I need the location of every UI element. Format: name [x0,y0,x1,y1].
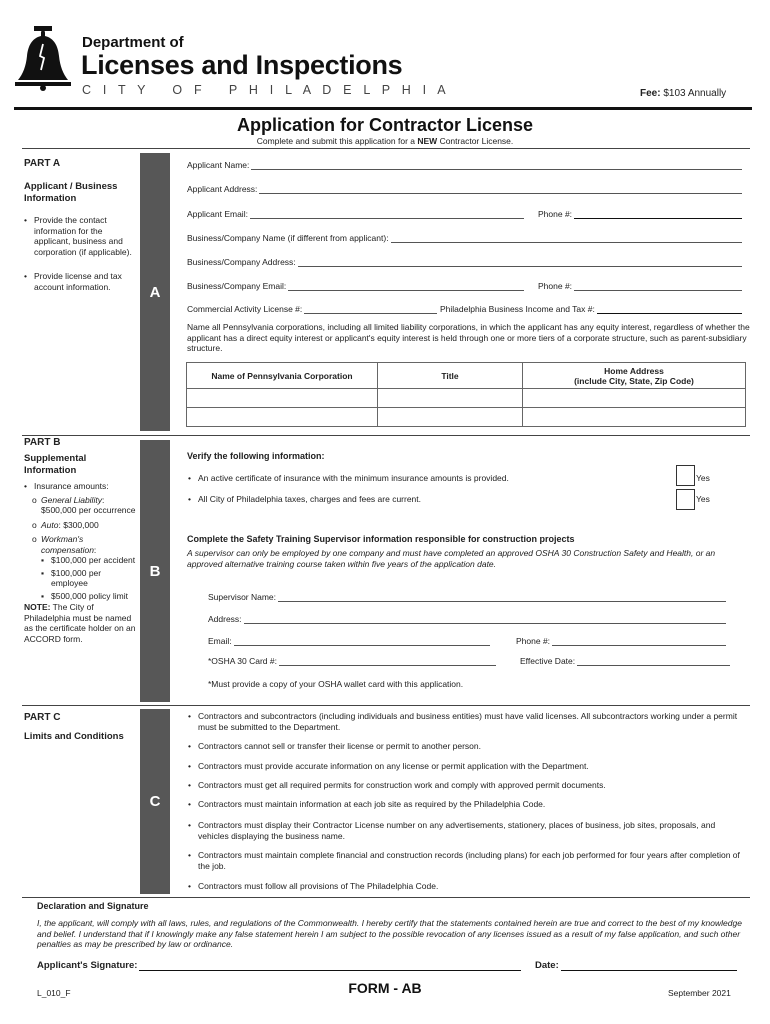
wc-item: o Workman's compensation: [32,534,97,555]
partB-heading: Supplemental Information [24,453,87,476]
corporation-table [186,362,746,427]
wc-subitem: ▪ $100,000 per employee [41,567,102,588]
fee-label: Fee: [640,88,661,99]
rule-top-partB [22,435,750,436]
fee-value: $103 Annually [663,88,727,99]
yes-label: Yes [696,494,710,504]
partC-left [24,712,136,743]
gl-value: : $500,000 per occurrence [41,494,136,515]
wc-subitem: ▪ $100,000 per accident [41,555,136,565]
form-date: September 2021 [668,988,731,998]
auto-value: : $300,000 [58,519,99,530]
phila-tax-field[interactable]: Philadelphia Business Income and Tax #: [440,304,742,314]
table-row[interactable] [187,389,746,408]
partC-heading: Limits and Conditions [24,731,124,742]
condition-item: • Contractors must get all required permits for construction work and comply with approved permit documents. [188,780,748,791]
subtitle-pre: Complete and submit this application for a [256,136,418,146]
partC-label: PART C [24,712,61,723]
wc-subitem: ▪ $500,000 policy limit [41,590,129,601]
condition-item: • Contractors and subcontractors (including individuals and business entities) must have valid licenses. All subcontractors working under a permit must be submitted to the Department. [188,711,748,732]
supervisor-address-field[interactable]: Address: [208,614,726,624]
header-rule [14,107,752,110]
insurance-list [24,495,136,602]
applicant-email-field[interactable]: Applicant Email: [187,209,524,219]
table-header: Name of Pennsylvania Corporation [187,363,378,389]
gl-label: General Liability [41,494,102,505]
note-label: NOTE: [24,602,51,612]
supervisor-email-field[interactable]: Email: [208,636,490,646]
partB-bar: B [140,440,170,702]
rule-top-partA [22,148,750,149]
table-header-sub: (include City, State, Zip Code) [574,375,694,386]
declaration-text: I, the applicant, will comply with all laws, rules, and regulations of the Commonwealth. I hereby certify that the statements contained herein are true and correct to the best of my knowledge and belief. I understand that if I knowingly make any false statement herein I am subject to the possible revocation of any licenses issued as a result of my false application, and such other penalties as may be prescribed by law or ordinance. [37,918,742,949]
wc-sublist [32,555,136,601]
department-line3: C I T Y O F P H I L A D E L P H I A [82,83,450,97]
liberty-bell-logo [12,26,74,92]
safety-heading: Complete the Safety Training Supervisor information responsible for construction projects [187,534,575,544]
auto-label: Auto [41,519,59,530]
partA-heading: Applicant / Business Information [24,181,118,204]
form-subtitle [0,136,770,146]
safety-note: A supervisor can only be employed by one company and must have completed an approved OSHA 30 Construction Safety and Health, or an approved alternative training course taken within five years of the application date. [187,548,716,569]
supervisor-name-field[interactable]: Supervisor Name: [208,592,726,602]
business-name-field[interactable]: Business/Company Name (if different from applicant): [187,233,742,243]
condition-item: • Contractors cannot sell or transfer their license or permit to another person. [188,741,748,752]
gl-item: o General Liability: $500,000 per occurrence [32,494,136,515]
condition-item: • Contractors must display their Contractor License number on any advertisements, stationery, places of business, job sites, proposals, and vehicles displaying the business name. [188,820,748,841]
business-address-field[interactable]: Business/Company Address: [187,257,742,267]
subtitle-bold: NEW [417,136,438,146]
partA-bar: A [140,153,170,431]
partA-bullet: • Provide the contact information for the applicant, business and corporation (if applicable). [24,215,136,257]
partA-bullet: • Provide license and tax account information. [24,271,136,292]
commercial-license-field[interactable]: Commercial Activity License #: [187,304,437,314]
table-header-address [523,363,746,389]
table-header: Home Address [604,365,664,376]
effective-date-field[interactable]: Effective Date: [520,656,730,666]
form-title: Application for Contractor License [236,115,534,135]
rule-top-declaration [22,897,750,898]
declaration-heading: Declaration and Signature [37,901,149,911]
condition-item: • Contractors must follow all provisions of The Philadelphia Code. [188,881,748,892]
form-code: L_010_F [37,988,71,998]
phone-field-1[interactable]: Phone #: [538,209,742,219]
partA-label: PART A [24,158,61,169]
auto-item: o Auto: $300,000 [32,519,99,530]
applicant-address-field[interactable]: Applicant Address: [187,184,742,194]
signature-field[interactable]: Applicant's Signature: [37,960,521,971]
verify-item: • All City of Philadelphia taxes, charges and fees are current. [188,494,421,505]
yes-label: Yes [696,473,710,483]
partB-label: PART B [24,437,61,448]
rule-top-partC [22,705,750,706]
note-text: The City of Philadelphia must be named as the certificate holder on an ACCORD form. [24,602,136,644]
verify-heading: Verify the following information: [187,451,325,461]
fee [640,88,726,99]
corp-note: Name all Pennsylvania corporations, including all limited liability corporations, in which the applicant has any equity interest, regardless of whether the applicant has a direct equity interest or applicant's equity interest is held through one or more tiers of a corporate structure, such as parent-subsidiary structure. [187,322,750,353]
condition-item: • Contractors must maintain information at each job site as required by the Philadelphia Code. [188,799,748,810]
partB-left [24,437,136,644]
phone-field-2[interactable]: Phone #: [538,281,742,291]
osha-note: *Must provide a copy of your OSHA wallet card with this application. [208,679,464,689]
applicant-name-field[interactable]: Applicant Name: [187,160,742,170]
insurance-checkbox[interactable] [676,465,695,486]
condition-item: • Contractors must provide accurate information on any license or permit application with the Department. [188,761,748,772]
partA-left [24,158,136,292]
department-line2: Licenses and Inspections [81,50,403,80]
business-email-field[interactable]: Business/Company Email: [187,281,524,291]
partC-bar: C [140,709,170,894]
subtitle-post: Contractor License. [437,136,514,146]
partB-note [24,602,136,644]
department-line1: Department of [82,34,184,51]
form-name: FORM - AB [348,980,422,996]
osha-card-field[interactable]: *OSHA 30 Card #: [208,656,496,666]
table-header: Title [378,363,523,389]
date-field[interactable]: Date: [535,960,737,971]
verify-item: • An active certificate of insurance with the minimum insurance amounts is provided. [188,473,509,484]
insurance-label: • Insurance amounts: [24,481,136,492]
supervisor-phone-field[interactable]: Phone #: [516,636,726,646]
condition-item: • Contractors must maintain complete financial and construction records (including plans) for each job performed for four years after completion of the job. [188,850,748,871]
taxes-checkbox[interactable] [676,489,695,510]
wc-label: Workman's compensation [41,534,94,555]
table-row[interactable] [187,408,746,427]
